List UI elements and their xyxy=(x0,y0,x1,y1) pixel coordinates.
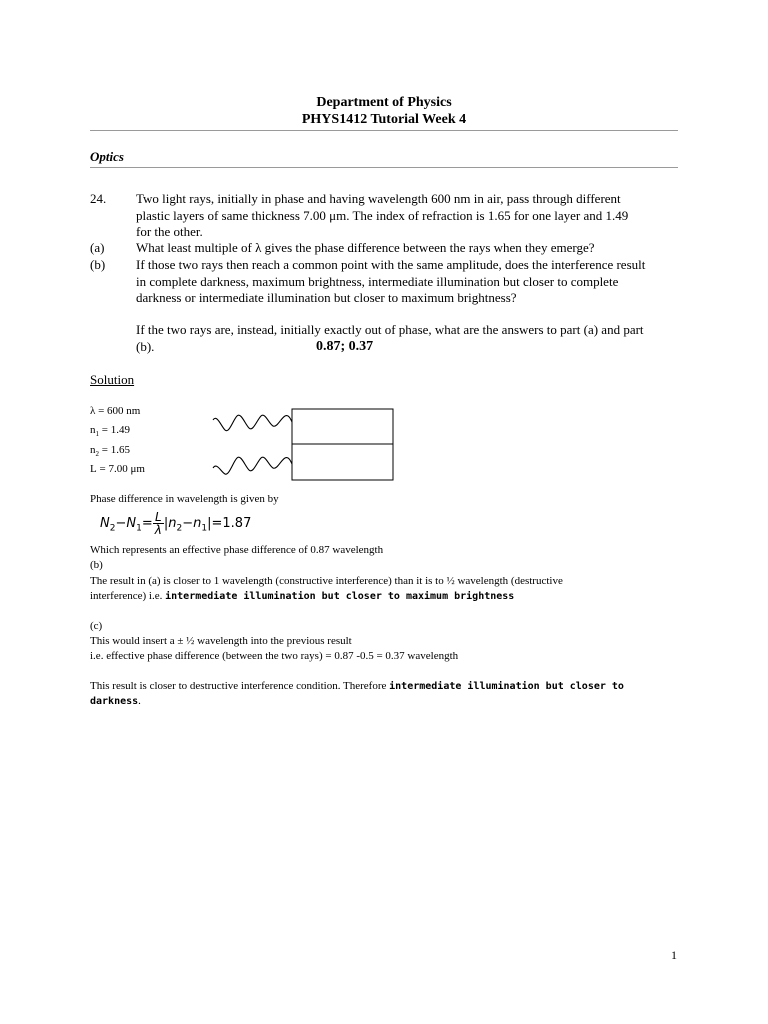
conclusion-c-part2: darkness xyxy=(90,696,139,708)
solution-heading: Solution xyxy=(90,372,135,387)
part-c-text xyxy=(136,322,696,355)
part-c-line-2 xyxy=(136,339,696,356)
equation-fraction: $\frac{L}{\lambda}$ xyxy=(154,510,162,537)
layers-diagram xyxy=(205,400,405,490)
variable-lambda: λ = 600 nm xyxy=(90,405,141,417)
part-c-line: (b). xyxy=(136,338,155,354)
part-c-line: If the two rays are, instead, initially exactly out of phase, what are the answers to part (a) and part xyxy=(136,322,644,337)
variable-n2: $n_2 = 1.65$ xyxy=(90,443,130,459)
variable-list xyxy=(90,404,145,482)
solution-b-text xyxy=(90,574,690,605)
department-title: Department of Physics xyxy=(316,95,452,110)
ray-top-wave xyxy=(213,415,292,431)
phase-intro: Phase difference in wavelength is given by xyxy=(90,493,279,505)
phase-equation: $N_2-N_1=$ $\frac{L}{\lambda}$ $|n_2-n_1|=1.87$ xyxy=(100,510,252,537)
solution-c-line: This would insert a ± ½ wavelength into the previous result xyxy=(90,635,352,647)
variable-L: L = 7.00 μm xyxy=(90,463,145,476)
conclusion-b: intermediate illumination but closer to maximum brightness xyxy=(165,591,515,603)
part-b-label: (b) xyxy=(90,257,106,272)
plastic-layer-top xyxy=(292,409,393,444)
question-intro-line: plastic layers of same thickness 7.00 μm. The index of refraction is 1.65 for one layer and 1.49 xyxy=(136,207,629,223)
page-number: 1 xyxy=(671,948,677,962)
question-intro-line: Two light rays, initially in phase and having wavelength 600 nm in air, pass through different xyxy=(136,191,621,206)
variable-n1: $n_1 = 1.49$ xyxy=(90,424,130,439)
solution-c-line: i.e. effective phase difference (between the two rays) = 0.87 -0.5 = 0.37 wavelength xyxy=(90,650,459,663)
solution-c-text xyxy=(90,634,690,665)
answer: 0.87; 0.37 xyxy=(316,338,374,354)
solution-b-line: The result in (a) is closer to 1 wavelength (constructive interference) than it is to ½ wavelength (destructive xyxy=(90,575,563,587)
part-b-line: If those two rays then reach a common point with the same amplitude, does the interference result xyxy=(136,257,646,272)
course-title: PHYS1412 Tutorial Week 4 xyxy=(301,112,467,127)
ray-bottom-wave xyxy=(213,457,292,474)
header-rule xyxy=(90,130,678,131)
part-b-text xyxy=(136,257,696,307)
conclusion-c-part1: intermediate illumination but closer to xyxy=(389,681,624,692)
represents-text: Which represents an effective phase difference of 0.87 wavelength xyxy=(90,544,384,556)
solution-c-label: (c) xyxy=(90,620,103,632)
solution-b-label: (b) xyxy=(90,559,103,571)
part-b-line: in complete darkness, maximum brightness, intermediate illumination but closer to complete xyxy=(136,273,619,289)
question-number: 24. xyxy=(90,191,107,206)
solution-b-line-2: interference) i.e. intermediate illumination but closer to maximum brightness xyxy=(90,590,515,603)
final-conclusion: This result is closer to destructive interference condition. Therefore intermediate illumination but closer to darkness. xyxy=(90,680,624,708)
section-title: Optics xyxy=(90,149,124,164)
section-rule xyxy=(90,167,678,168)
question-intro-line: for the other. xyxy=(136,224,203,239)
part-a-label: (a) xyxy=(90,240,105,255)
plastic-layer-bottom xyxy=(292,444,393,480)
part-b-line: darkness or intermediate illumination but closer to maximum brightness? xyxy=(136,290,517,305)
question-intro xyxy=(136,191,696,241)
part-a-text: What least multiple of λ gives the phase difference between the rays when they emerge? xyxy=(136,240,595,255)
